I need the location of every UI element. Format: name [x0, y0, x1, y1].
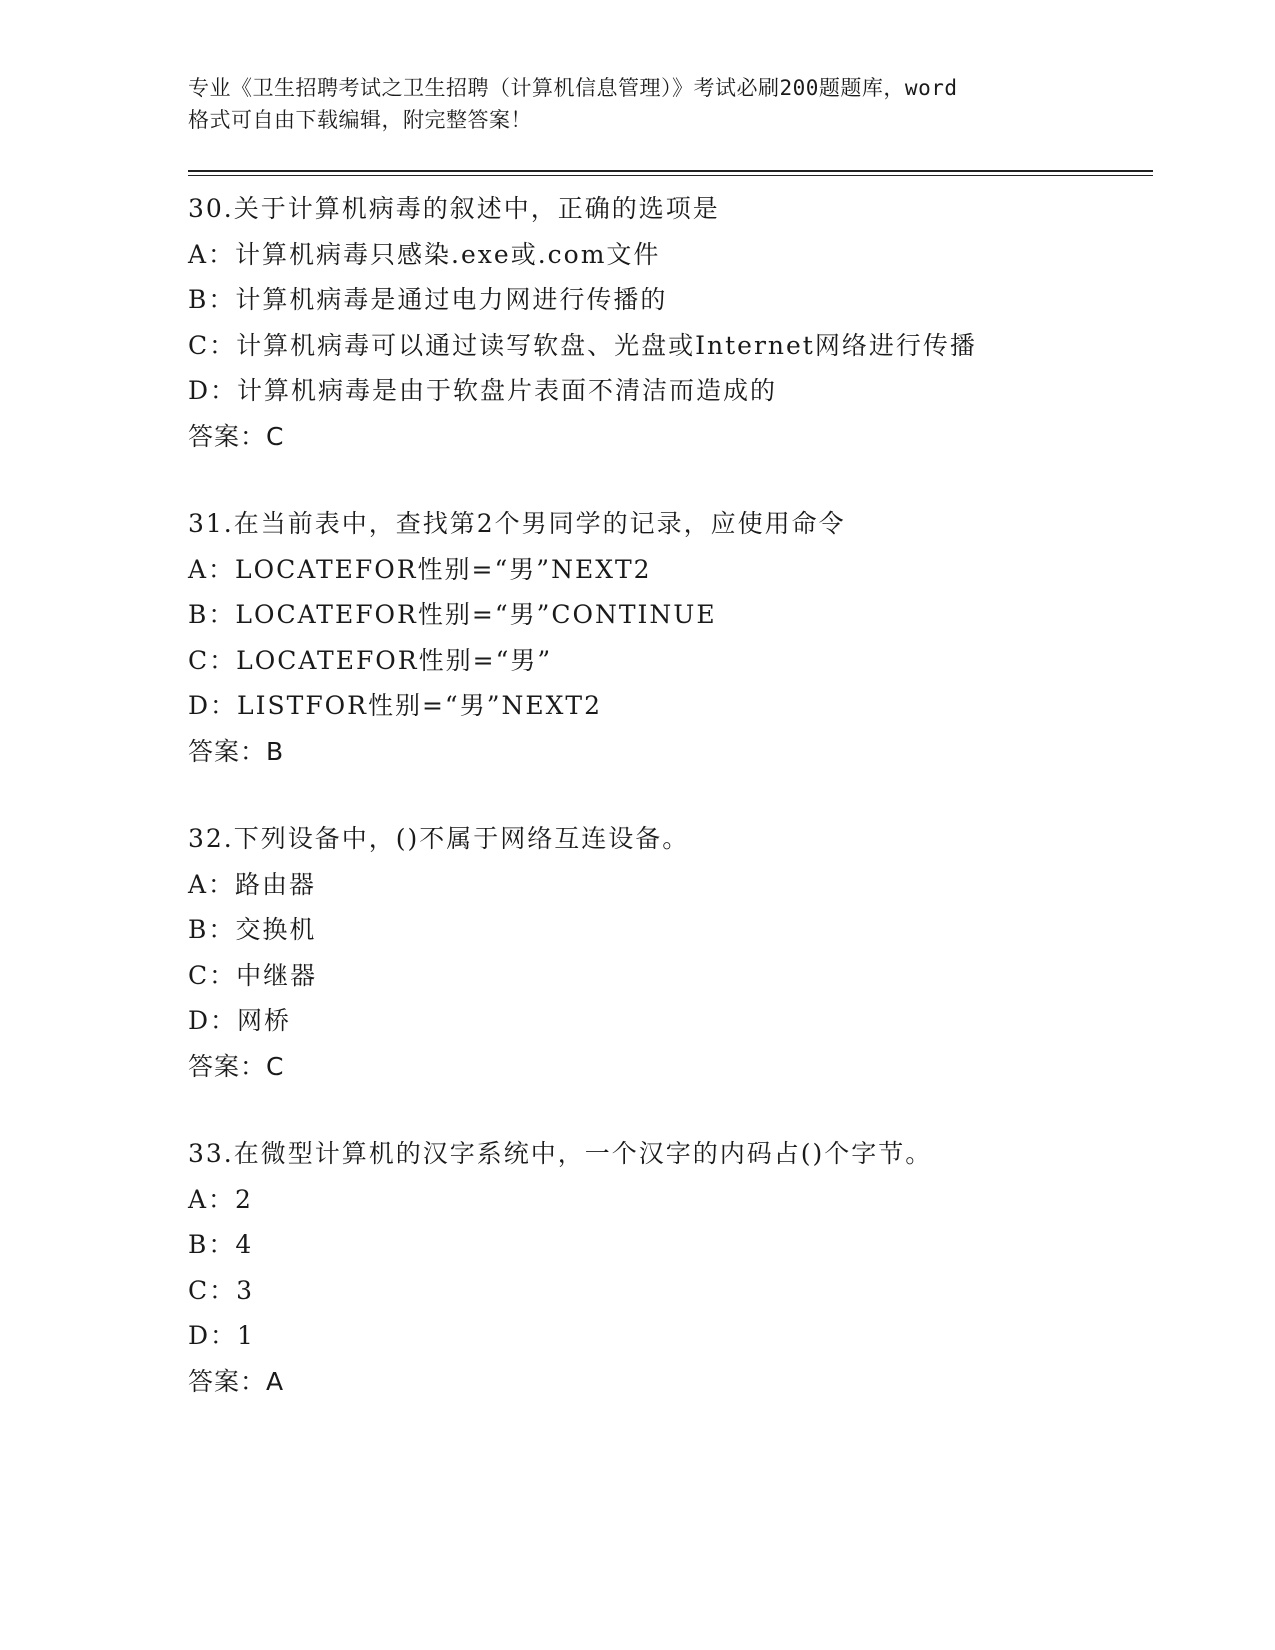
question-stem: 33.在微型计算机的汉字系统中，一个汉字的内码占()个字节。: [188, 1139, 933, 1168]
option-b: B：计算机病毒是通过电力网进行传播的: [188, 285, 668, 314]
question-32: [188, 816, 1153, 1089]
option-a: A：计算机病毒只感染.exe或.com文件: [188, 239, 661, 269]
option-a: A：路由器: [188, 869, 317, 899]
answer-label: 答案：C: [188, 1051, 285, 1081]
header-line-2: 格式可自由下载编辑，附完整答案！: [188, 108, 532, 132]
option-a: A：LOCATEFOR性别=“男”NEXT2: [188, 554, 652, 584]
option-d: D：1: [188, 1321, 255, 1350]
answer-label: 答案：A: [188, 1366, 285, 1396]
question-31: [188, 501, 1153, 774]
header-divider-upper: [188, 170, 1153, 172]
question-stem: 31.在当前表中，查找第2个男同学的记录，应使用命令: [188, 509, 846, 538]
option-d: D：网桥: [188, 1006, 292, 1035]
question-30: [188, 186, 1153, 459]
question-list: [188, 186, 1153, 1446]
option-c: C：3: [188, 1275, 255, 1305]
option-d: D：计算机病毒是由于软盘片表面不清洁而造成的: [188, 376, 778, 405]
answer-label: 答案：C: [188, 421, 285, 451]
option-b: B：LOCATEFOR性别=“男”CONTINUE: [188, 600, 717, 629]
answer-label: 答案：B: [188, 736, 285, 766]
option-b: B：交换机: [188, 915, 317, 944]
header-line-1: 专业《卫生招聘考试之卫生招聘（计算机信息管理）》考试必刷200题题库，word: [188, 76, 958, 100]
question-stem: 32.下列设备中，()不属于网络互连设备。: [188, 824, 690, 853]
option-a: A：2: [188, 1184, 253, 1214]
question-33: [188, 1131, 1153, 1404]
option-d: D：LISTFOR性别=“男”NEXT2: [188, 691, 602, 720]
question-stem: 30.关于计算机病毒的叙述中，正确的选项是: [188, 194, 720, 223]
option-c: C：中继器: [188, 960, 318, 990]
header-divider-lower: [188, 175, 1153, 176]
option-c: C：LOCATEFOR性别=“男”: [188, 645, 553, 675]
option-b: B：4: [188, 1230, 254, 1259]
option-c: C：计算机病毒可以通过读写软盘、光盘或Internet网络进行传播: [188, 330, 977, 360]
document-header: [188, 72, 1108, 136]
